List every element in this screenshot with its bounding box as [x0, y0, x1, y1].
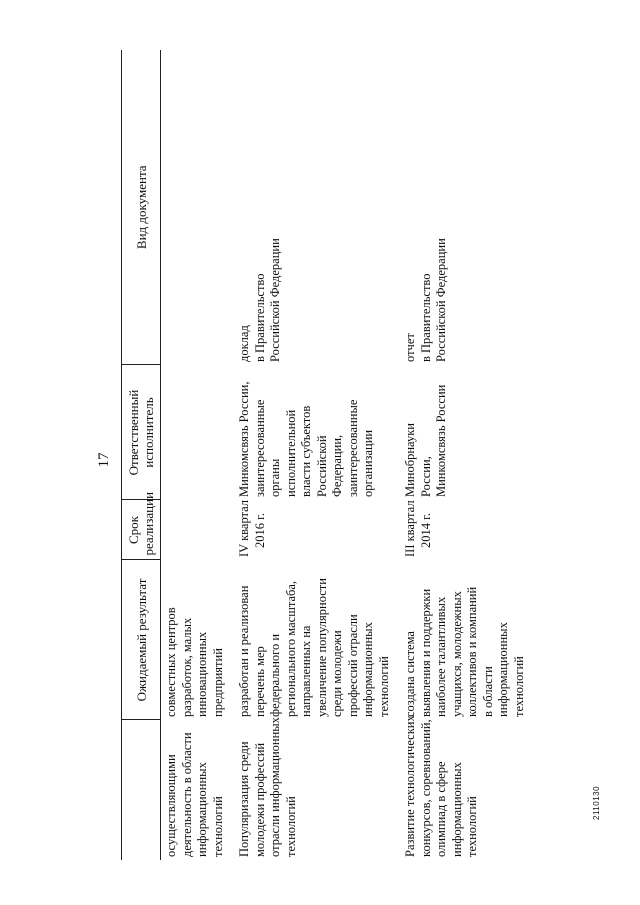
cell-text-line: совместных центров — [164, 607, 178, 717]
cell-text-line: технологий — [283, 796, 298, 857]
cell-text-line: перечень мер — [252, 646, 267, 717]
header-doc-type: Вид документа — [122, 50, 161, 365]
cell-measure — [161, 720, 235, 860]
header-term: Срок реализации — [122, 500, 161, 560]
cell-text-line: технологий — [376, 656, 391, 717]
cell-result — [161, 560, 235, 720]
header-result: Ожидаемый результат — [122, 560, 161, 720]
plan-table — [121, 50, 535, 860]
rotated-page — [95, 50, 575, 860]
cell-text-line: Российской Федерации — [434, 238, 448, 362]
cell-term — [161, 500, 235, 560]
cell-text-line: молодежи профессий — [252, 742, 267, 857]
table-body — [161, 50, 536, 860]
cell-text-line: наиболее талантливых — [434, 596, 448, 717]
cell-text-line: регионального масштаба, — [283, 580, 298, 717]
cell-text-line: направленных на — [299, 625, 313, 717]
cell-text-line: исполнительной — [283, 409, 298, 497]
cell-text-line: заинтересованные — [252, 399, 267, 497]
cell-text-line: профессий отрасли — [345, 614, 360, 717]
cell-text-line: деятельность в области — [179, 732, 194, 857]
cell-text-line: 2014 г. — [418, 513, 433, 548]
cell-text-line: создана система — [403, 631, 417, 717]
cell-result — [400, 560, 535, 720]
cell-text-line: организации — [361, 429, 375, 497]
cell-text-line: Минобрнауки — [403, 423, 417, 497]
cell-text-line: в области — [480, 666, 495, 717]
cell-text-line: Федерации, — [330, 434, 344, 497]
cell-text-line: информационных — [195, 762, 209, 857]
page-number: 17 — [96, 452, 112, 468]
cell-text-line: среди молодежи — [330, 630, 344, 717]
cell-text-line: учащихся, молодежных — [449, 591, 464, 717]
cell-term — [234, 500, 400, 560]
cell-text-line: выявления и поддержки — [418, 588, 433, 717]
cell-measure — [400, 715, 535, 860]
cell-doc-type — [161, 50, 235, 365]
cell-text-line: Минкомсвязь России, — [237, 381, 251, 497]
cell-text-line: власти субъектов — [299, 405, 313, 497]
cell-text-line: разработан и реализован — [237, 585, 251, 717]
table-row — [234, 50, 400, 860]
cell-text-line: Развитие технологических — [403, 715, 417, 857]
cell-text-line: отчет — [403, 333, 417, 362]
header-measure — [122, 720, 161, 860]
cell-text-line: органы — [268, 458, 282, 497]
cell-doc-type — [400, 50, 535, 365]
cell-executor — [161, 365, 235, 500]
cell-text-line: в Правительство — [252, 273, 267, 362]
document-code: 2110130 — [592, 785, 601, 820]
cell-result — [234, 560, 400, 720]
cell-text-line: осуществляющими — [164, 754, 178, 857]
cell-text-line: инновационных — [195, 631, 209, 717]
cell-text-line: Популяризация среди — [237, 741, 251, 857]
cell-text-line: Минкомсвязь России — [434, 384, 448, 497]
cell-text-line: в Правительство — [418, 273, 433, 362]
cell-text-line: IV квартал — [237, 499, 251, 557]
cell-text-line: информационных — [361, 622, 375, 717]
cell-executor — [400, 365, 535, 500]
cell-text-line: III квартал — [403, 500, 417, 557]
cell-text-line: технологий — [210, 796, 225, 857]
cell-text-line: коллективов и компаний — [465, 586, 479, 717]
cell-text-line: информационных — [496, 622, 510, 717]
cell-text-line: отрасли информационных — [268, 717, 282, 857]
table-row — [400, 50, 535, 860]
header-executor: Ответственный исполнитель — [122, 365, 161, 500]
cell-doc-type — [234, 50, 400, 365]
cell-text-line: предприятий — [210, 648, 225, 717]
cell-text-line: федерального и — [268, 633, 282, 717]
cell-text-line: России, — [418, 456, 433, 497]
cell-text-line: 2016 г. — [252, 513, 267, 548]
cell-text-line: технологий — [465, 796, 479, 857]
cell-text-line: технологий — [511, 656, 526, 717]
cell-text-line: заинтересованные — [345, 399, 360, 497]
cell-text-line: олимпиад в сфере — [434, 761, 448, 857]
table-row — [161, 50, 235, 860]
cell-text-line: Российской — [314, 435, 329, 497]
cell-text-line: разработок, малых — [179, 617, 194, 717]
cell-measure — [234, 717, 400, 860]
cell-text-line: Российской Федерации — [268, 238, 282, 362]
cell-text-line: увеличение популярности — [314, 578, 329, 717]
cell-text-line: конкурсов, соревнований, — [418, 719, 433, 857]
cell-term — [400, 500, 535, 560]
cell-text-line: информационных — [449, 762, 464, 857]
cell-executor — [234, 365, 400, 500]
table-header — [122, 50, 161, 860]
cell-text-line: доклад — [237, 325, 251, 362]
